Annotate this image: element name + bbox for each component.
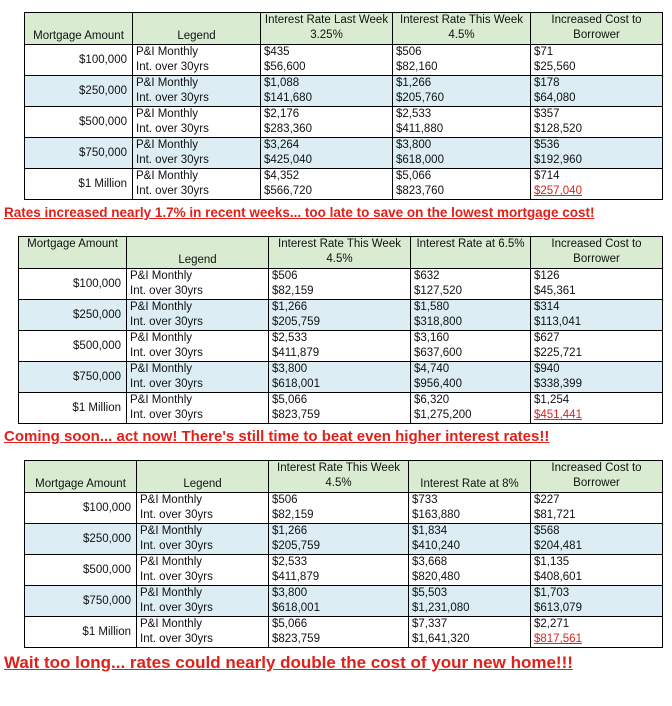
table-row bbox=[25, 524, 663, 555]
rate-a-cell: $1,266 $205,759 bbox=[269, 300, 411, 331]
table-row bbox=[19, 269, 663, 300]
total-cost-highlight: $817,561 bbox=[534, 633, 582, 645]
mortgage-table-1 bbox=[24, 12, 663, 200]
amount-cell: $1 Million bbox=[25, 169, 133, 200]
rate-b-cell: $5,066 $823,760 bbox=[393, 169, 531, 200]
total-cost-highlight: $451,441 bbox=[534, 409, 582, 421]
total-cost-highlight: $257,040 bbox=[534, 185, 582, 197]
legend-cell: P&I Monthly Int. over 30yrs bbox=[133, 107, 261, 138]
rate-a-cell: $435 $56,600 bbox=[261, 45, 393, 76]
cost-cell: $627 $225,721 bbox=[531, 331, 663, 362]
caption-3: Wait too long... rates could nearly double the cost of your new home!!! bbox=[4, 653, 573, 672]
amount-cell: $750,000 bbox=[25, 586, 137, 617]
rate-b-cell: $7,337 $1,641,320 bbox=[409, 617, 531, 648]
rate-b-cell: $1,266 $205,760 bbox=[393, 76, 531, 107]
legend-cell: P&I Monthly Int. over 30yrs bbox=[127, 269, 269, 300]
rate-b-cell: $3,800 $618,000 bbox=[393, 138, 531, 169]
rate-a-cell: $506 $82,159 bbox=[269, 493, 409, 524]
legend-cell: P&I Monthly Int. over 30yrs bbox=[127, 300, 269, 331]
amount-cell: $500,000 bbox=[25, 107, 133, 138]
table-row bbox=[25, 138, 663, 169]
header-rate-a: Interest Rate Last Week 3.25% bbox=[261, 13, 393, 45]
amount-cell: $250,000 bbox=[25, 76, 133, 107]
amount-cell: $250,000 bbox=[25, 524, 137, 555]
cost-cell: $126 $45,361 bbox=[531, 269, 663, 300]
rate-b-cell: $3,160 $637,600 bbox=[411, 331, 531, 362]
table-row bbox=[25, 107, 663, 138]
rate-b-cell: $6,320 $1,275,200 bbox=[411, 393, 531, 424]
amount-cell: $100,000 bbox=[25, 493, 137, 524]
cost-cell: $714 $257,040 bbox=[531, 169, 663, 200]
header-rate-b: Interest Rate This Week 4.5% bbox=[393, 13, 531, 45]
cost-cell: $178 $64,080 bbox=[531, 76, 663, 107]
table-row bbox=[25, 45, 663, 76]
rate-a-cell: $5,066 $823,759 bbox=[269, 393, 411, 424]
rate-b-cell: $1,580 $318,800 bbox=[411, 300, 531, 331]
rate-b-cell: $506 $82,160 bbox=[393, 45, 531, 76]
rate-a-cell: $3,264 $425,040 bbox=[261, 138, 393, 169]
cost-cell: $536 $192,960 bbox=[531, 138, 663, 169]
legend-cell: P&I Monthly Int. over 30yrs bbox=[127, 362, 269, 393]
cost-cell: $940 $338,399 bbox=[531, 362, 663, 393]
legend-cell: P&I Monthly Int. over 30yrs bbox=[133, 45, 261, 76]
rate-a-cell: $506 $82,159 bbox=[269, 269, 411, 300]
rate-a-cell: $1,088 $141,680 bbox=[261, 76, 393, 107]
table-row bbox=[25, 493, 663, 524]
legend-cell: P&I Monthly Int. over 30yrs bbox=[137, 555, 269, 586]
amount-cell: $750,000 bbox=[19, 362, 127, 393]
caption-2: Coming soon... act now! There's still time to beat even higher interest rates!! bbox=[4, 428, 550, 445]
cost-cell: $357 $128,520 bbox=[531, 107, 663, 138]
amount-cell: $100,000 bbox=[25, 45, 133, 76]
legend-cell: P&I Monthly Int. over 30yrs bbox=[137, 586, 269, 617]
cost-cell: $314 $113,041 bbox=[531, 300, 663, 331]
cost-cell: $1,135 $408,601 bbox=[531, 555, 663, 586]
header-cost: Increased Cost to Borrower bbox=[531, 13, 663, 45]
header-cost: Increased Cost to Borrower bbox=[531, 237, 663, 269]
rate-a-cell: $4,352 $566,720 bbox=[261, 169, 393, 200]
header-cost: Increased Cost to Borrower bbox=[531, 461, 663, 493]
amount-cell: $100,000 bbox=[19, 269, 127, 300]
amount-cell: $1 Million bbox=[19, 393, 127, 424]
legend-cell: P&I Monthly Int. over 30yrs bbox=[133, 76, 261, 107]
legend-cell: P&I Monthly Int. over 30yrs bbox=[133, 138, 261, 169]
table-row bbox=[25, 76, 663, 107]
legend-cell: P&I Monthly Int. over 30yrs bbox=[137, 617, 269, 648]
rate-b-cell: $1,834 $410,240 bbox=[409, 524, 531, 555]
header-legend: Legend bbox=[127, 237, 269, 269]
header-mortgage-amount: Mortgage Amount bbox=[25, 13, 133, 45]
amount-cell: $250,000 bbox=[19, 300, 127, 331]
legend-cell: P&I Monthly Int. over 30yrs bbox=[133, 169, 261, 200]
amount-cell: $500,000 bbox=[25, 555, 137, 586]
rate-a-cell: $5,066 $823,759 bbox=[269, 617, 409, 648]
table-row bbox=[19, 362, 663, 393]
cost-cell: $1,703 $613,079 bbox=[531, 586, 663, 617]
legend-cell: P&I Monthly Int. over 30yrs bbox=[127, 331, 269, 362]
legend-cell: P&I Monthly Int. over 30yrs bbox=[127, 393, 269, 424]
amount-cell: $1 Million bbox=[25, 617, 137, 648]
rate-a-cell: $3,800 $618,001 bbox=[269, 586, 409, 617]
header-legend: Legend bbox=[133, 13, 261, 45]
header-rate-b: Interest Rate at 6.5% bbox=[411, 237, 531, 269]
table-row bbox=[19, 393, 663, 424]
rate-a-cell: $2,533 $411,879 bbox=[269, 555, 409, 586]
rate-a-cell: $2,533 $411,879 bbox=[269, 331, 411, 362]
legend-cell: P&I Monthly Int. over 30yrs bbox=[137, 493, 269, 524]
mortgage-table-2 bbox=[18, 236, 663, 424]
cost-cell: $71 $25,560 bbox=[531, 45, 663, 76]
header-rate-a: Interest Rate This Week 4.5% bbox=[269, 237, 411, 269]
rate-a-cell: $3,800 $618,001 bbox=[269, 362, 411, 393]
rate-b-cell: $733 $163,880 bbox=[409, 493, 531, 524]
amount-cell: $750,000 bbox=[25, 138, 133, 169]
cost-cell: $2,271 $817,561 bbox=[531, 617, 663, 648]
table-row bbox=[25, 617, 663, 648]
header-mortgage-amount: Mortgage Amount bbox=[25, 461, 137, 493]
table-row bbox=[19, 331, 663, 362]
header-legend: Legend bbox=[137, 461, 269, 493]
rate-b-cell: $3,668 $820,480 bbox=[409, 555, 531, 586]
header-rate-a: Interest Rate This Week 4.5% bbox=[269, 461, 409, 493]
rate-a-cell: $1,266 $205,759 bbox=[269, 524, 409, 555]
header-rate-b: Interest Rate at 8% bbox=[409, 461, 531, 493]
legend-cell: P&I Monthly Int. over 30yrs bbox=[137, 524, 269, 555]
mortgage-table-3 bbox=[24, 460, 663, 648]
amount-cell: $500,000 bbox=[19, 331, 127, 362]
rate-a-cell: $2,176 $283,360 bbox=[261, 107, 393, 138]
caption-1: Rates increased nearly 1.7% in recent weeks... too late to save on the lowest mortgage cost! bbox=[4, 205, 595, 220]
cost-cell: $568 $204,481 bbox=[531, 524, 663, 555]
rate-b-cell: $2,533 $411,880 bbox=[393, 107, 531, 138]
table-row bbox=[25, 555, 663, 586]
cost-cell: $227 $81,721 bbox=[531, 493, 663, 524]
table-row bbox=[25, 169, 663, 200]
rate-b-cell: $5,503 $1,231,080 bbox=[409, 586, 531, 617]
rate-b-cell: $632 $127,520 bbox=[411, 269, 531, 300]
table-row bbox=[19, 300, 663, 331]
header-mortgage-amount: Mortgage Amount bbox=[19, 237, 127, 269]
table-row bbox=[25, 586, 663, 617]
rate-b-cell: $4,740 $956,400 bbox=[411, 362, 531, 393]
cost-cell: $1,254 $451,441 bbox=[531, 393, 663, 424]
